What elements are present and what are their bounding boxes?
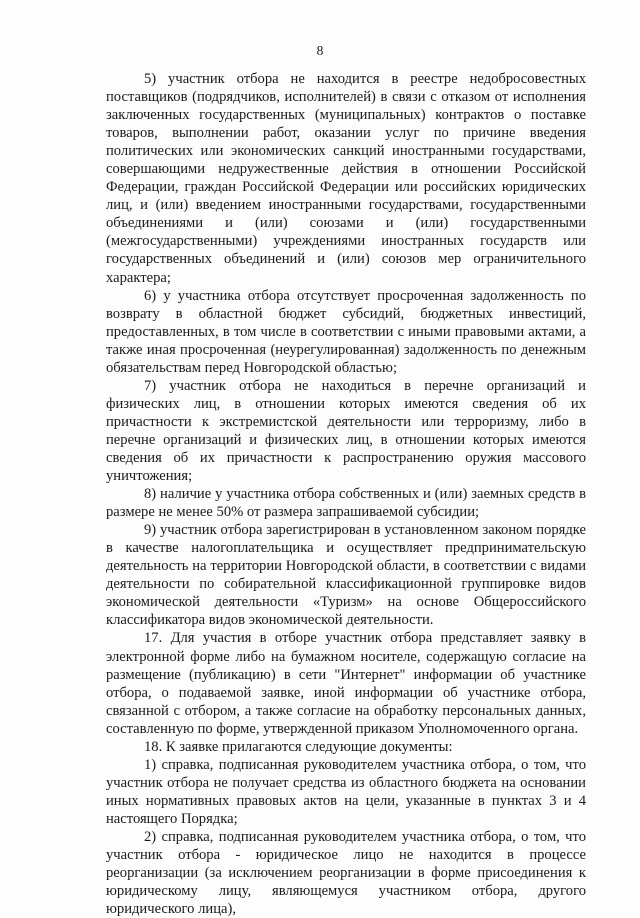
paragraph-document-2: 2) справка, подписанная руководителем участника отбора, о том, что участник отбора - юридическое лицо не находится в процессе реорганизации (за исключением реорганизации в форме присоединения к юридическому лицу, являющемуся участником отбора, другого юридического лица), [106,828,586,918]
paragraph-section-17: 17. Для участия в отборе участник отбора представляет заявку в электронной форме либо на бумажном носителе, содержащую согласие на размещение (публикацию) в сети "Интернет" информации об участнике отбора, о подаваемой заявке, иной информации об участнике отбора, связанной с отбором, а также согласие на обработку персональных данных, составленную по форме, утвержденной приказом Уполномоченного органа. [106,630,586,737]
paragraph-item-9: 9) участник отбора зарегистрирован в установленном законом порядке в качестве налогоплательщика и осуществляет предпринимательскую деятельность на территории Новгородской области, в соответствии с видами деятельности по собирательной классификационной группировке видов экономической деятельности «Туризм» на основе Общероссийского классификатора видов экономической деятельности. [106,522,586,629]
paragraph-document-1: 1) справка, подписанная руководителем участника отбора, о том, что участник отбора не получает средства из областного бюджета на основании иных нормативных правовых актов на цели, указанные в пунктах 3 и 4 настоящего Порядка; [106,756,586,827]
page-number: 8 [316,43,324,58]
paragraph-item-6: 6) у участника отбора отсутствует просроченная задолженность по возврату в областной бюджет субсидий, бюджетных инвестиций, предоставленных, в том числе в соответствии с иными правовыми актами, а также иная просроченная (неурегулированная) задолженность по денежным обязательствам перед Новгородской областью; [106,287,586,376]
paragraph-item-7: 7) участник отбора не находиться в перечне организаций и физических лиц, в отношении которых имеются сведения об их причастности к экстремистской деятельности или терроризму, либо в перечне организаций и физических лиц, в отношении которых имеются сведения об их причастности к распространению оружия массового уничтожения; [106,377,586,485]
paragraph-section-18: 18. К заявке прилагаются следующие документы: [144,738,453,755]
paragraph-item-8: 8) наличие у участника отбора собственных и (или) заемных средств в размере не менее 50% от размера запрашиваемой субсидии; [106,486,586,521]
document-body [106,70,586,918]
paragraph-item-5: 5) участник отбора не находится в реестре недобросовестных поставщиков (подрядчиков, исполнителей) в связи с отказом от исполнения заключенных государственных (муниципальных) контрактов о поставке товаров, выполнении работ, оказании услуг по причине введения политических или экономических санкций иностранными государствами, совершающими недружественные действия в отношении Российской Федерации, граждан Российской Федерации или российских юридических лиц, и (или) введением иностранными государствами, государственными объединениями и (или) союзами и (или) государственными (межгосударственными) учреждениями иностранных государств или государственных объединений и (или) союзов мер ограничительного характера; [106,71,586,286]
